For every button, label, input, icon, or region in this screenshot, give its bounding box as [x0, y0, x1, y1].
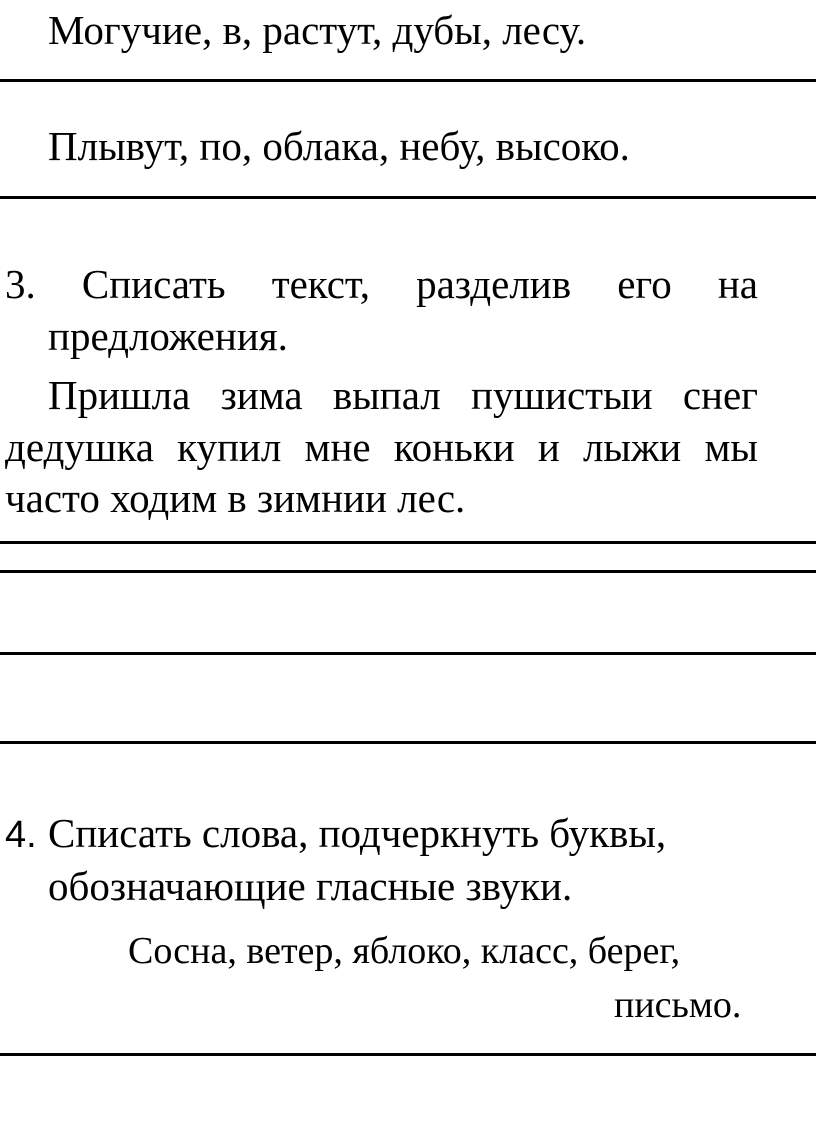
exercise-3-text-line-1	[48, 372, 758, 418]
exercise-3-instruction-line-2: предложения.	[48, 313, 288, 359]
word: выпал	[332, 372, 441, 418]
word: на	[717, 261, 758, 307]
exercise-4-words-line-2: письмо.	[614, 984, 742, 1026]
word: коньки	[393, 424, 515, 470]
writing-line	[0, 196, 816, 199]
writing-line	[0, 79, 816, 82]
exercise-3-text-line-3: часто ходим в зимнии лес.	[5, 475, 466, 521]
word: Списать	[81, 261, 226, 307]
word: снег	[682, 372, 758, 418]
word: мы	[704, 424, 758, 470]
exercise-4-instruction-line-2: обозначающие гласные звуки.	[48, 863, 573, 909]
word: лыжи	[582, 424, 682, 470]
word: и	[537, 424, 560, 470]
word: дедушка	[5, 424, 154, 470]
word: текст,	[271, 261, 370, 307]
exercise-3-number: 3.	[5, 261, 36, 307]
exercise-4-words-line-1: Сосна, ветер, яблоко, класс, берег,	[128, 930, 681, 972]
exercise-3-instruction-line-1	[5, 261, 758, 307]
exercise-4-instruction-line-1: Списать слова, подчеркнуть буквы,	[48, 810, 667, 856]
word: зима	[220, 372, 303, 418]
word: разделив	[416, 261, 572, 307]
sentence-clouds: Плывут, по, облака, небу, высоко.	[48, 123, 630, 169]
writing-line	[0, 741, 816, 744]
writing-line	[0, 652, 816, 655]
exercise-4-number: 4.	[5, 814, 37, 856]
writing-line	[0, 541, 816, 544]
exercise-3-text-line-2	[5, 424, 758, 470]
sentence-mighty-oaks: Могучие, в, растут, дубы, лесу.	[48, 7, 587, 53]
word: мне	[304, 424, 371, 470]
word: купил	[177, 424, 282, 470]
writing-line	[0, 570, 816, 573]
word: его	[617, 261, 672, 307]
writing-line	[0, 1053, 816, 1056]
word: пушистыи	[471, 372, 653, 418]
word: Пришла	[48, 372, 191, 418]
